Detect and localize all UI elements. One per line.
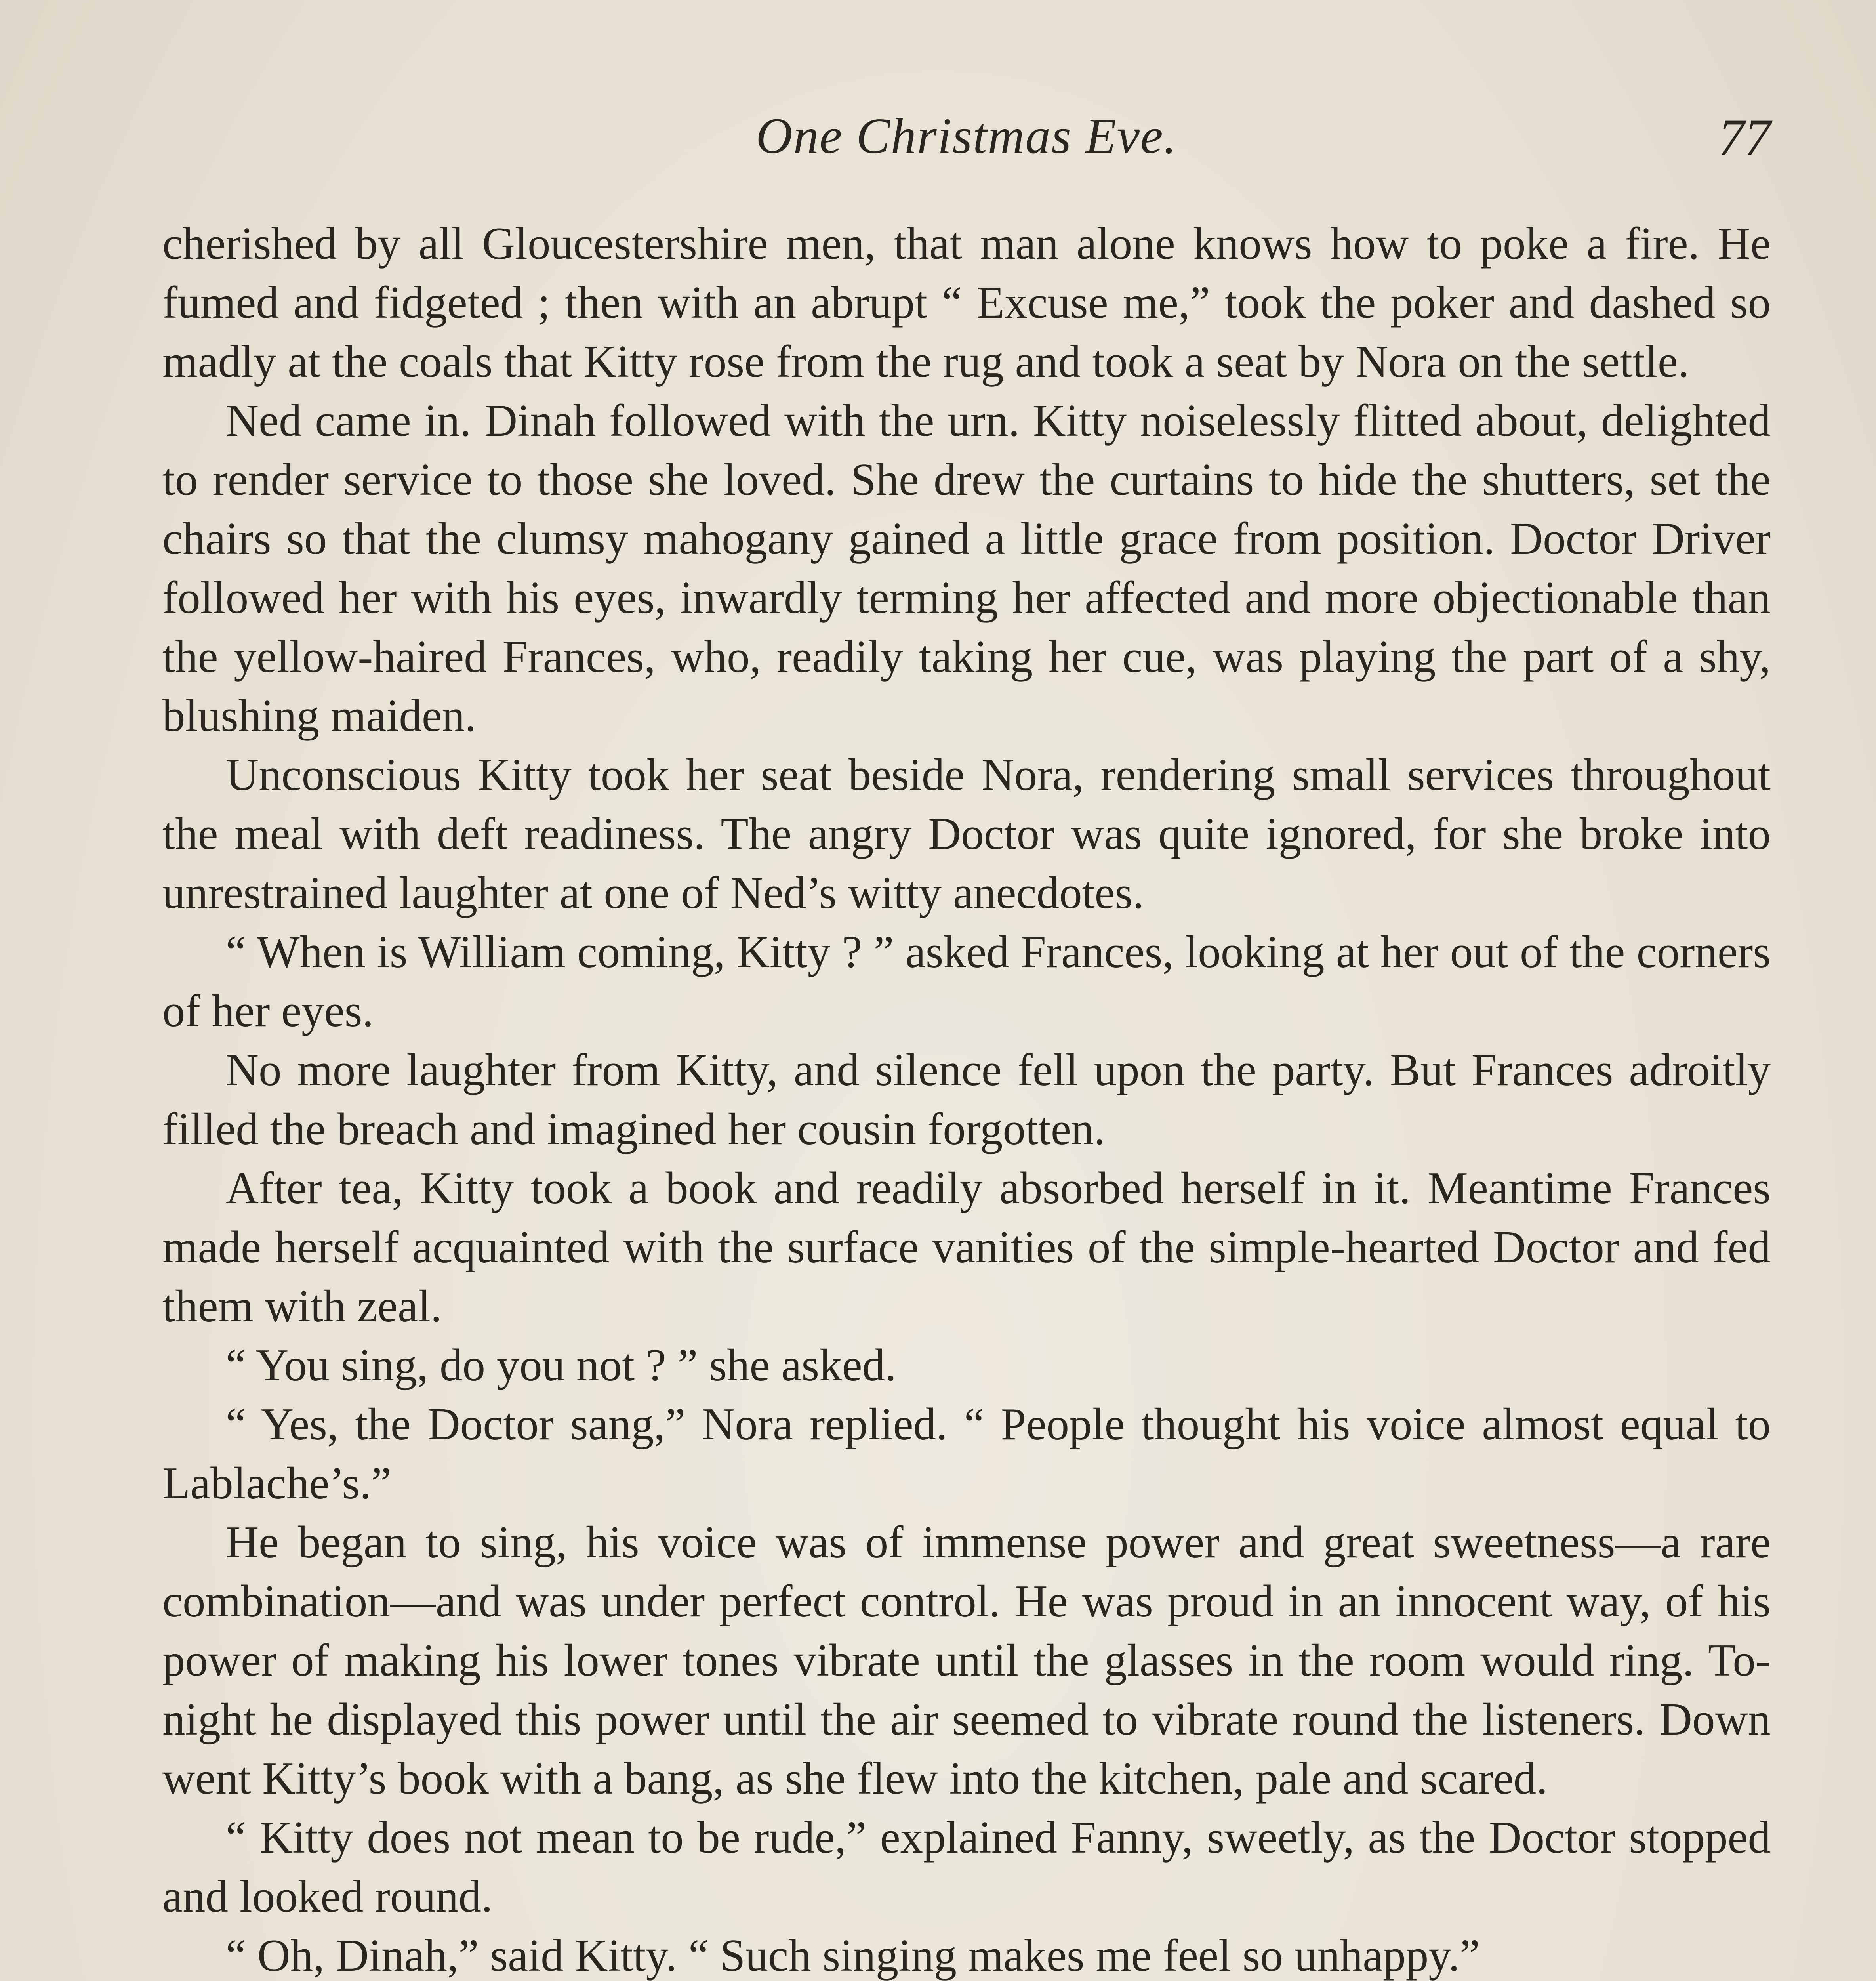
paragraph-8: “ Yes, the Doctor sang,” Nora replied. “ People thought his voice almost equal to Lablache’s.”: [162, 1399, 1771, 1508]
paragraph-10: “ Kitty does not mean to be rude,” explained Fanny, sweetly, as the Doctor stopped and looked round.: [162, 1812, 1771, 1922]
paragraph-5: No more laughter from Kitty, and silence fell upon the party. But Frances adroitly filled the breach and imagined her cousin forgotten.: [162, 1045, 1771, 1154]
paragraph-9: He began to sing, his voice was of immense power and great sweetness—a rare combination—and was under perfect control. He was proud in an innocent way, of his power of making his lower tones vibrate until the glasses in the room would ring. To-night he displayed this power until the air seemed to vibrate round the listeners. Down went Kitty’s book with a bang, as she flew into the kitchen, pale and scared.: [162, 1517, 1771, 1804]
body-text: [162, 214, 1771, 1981]
paragraph-11: “ Oh, Dinah,” said Kitty. “ Such singing makes me feel so unhappy.”: [226, 1930, 1480, 1981]
paragraph-7: “ You sing, do you not ? ” she asked.: [226, 1340, 896, 1390]
paragraph-4: “ When is William coming, Kitty ? ” asked Frances, looking at her out of the corners of her eyes.: [162, 927, 1771, 1036]
page-number: 77: [1718, 108, 1771, 166]
running-title: One Christmas Eve.: [756, 108, 1177, 164]
paragraph-3: Unconscious Kitty took her seat beside Nora, rendering small services throughout the meal with deft readiness. The angry Doctor was quite ignored, for she broke into unrestrained laughter at one of Ned’s witty anecdotes.: [162, 750, 1771, 918]
page-header: [162, 107, 1771, 194]
paragraph-1: cherished by all Gloucestershire men, that man alone knows how to poke a fire. He fumed and fidgeted ; then with an abrupt “ Excuse me,” took the poker and dashed so madly at the coals that Kitty rose from the rug and took a seat by Nora on the settle.: [162, 218, 1771, 387]
paragraph-6: After tea, Kitty took a book and readily absorbed herself in it. Meantime Frances made herself acquainted with the surface vanities of the simple-hearted Doctor and fed them with zeal.: [162, 1163, 1771, 1331]
paragraph-2: Ned came in. Dinah followed with the urn. Kitty noiselessly flitted about, delighted to render service to those she loved. She drew the curtains to hide the shutters, set the chairs so that the clumsy mahogany gained a little grace from position. Doctor Driver followed her with his eyes, inwardly terming her affected and more objectionable than the yellow-haired Frances, who, readily taking her cue, was playing the part of a shy, blushing maiden.: [162, 395, 1771, 741]
